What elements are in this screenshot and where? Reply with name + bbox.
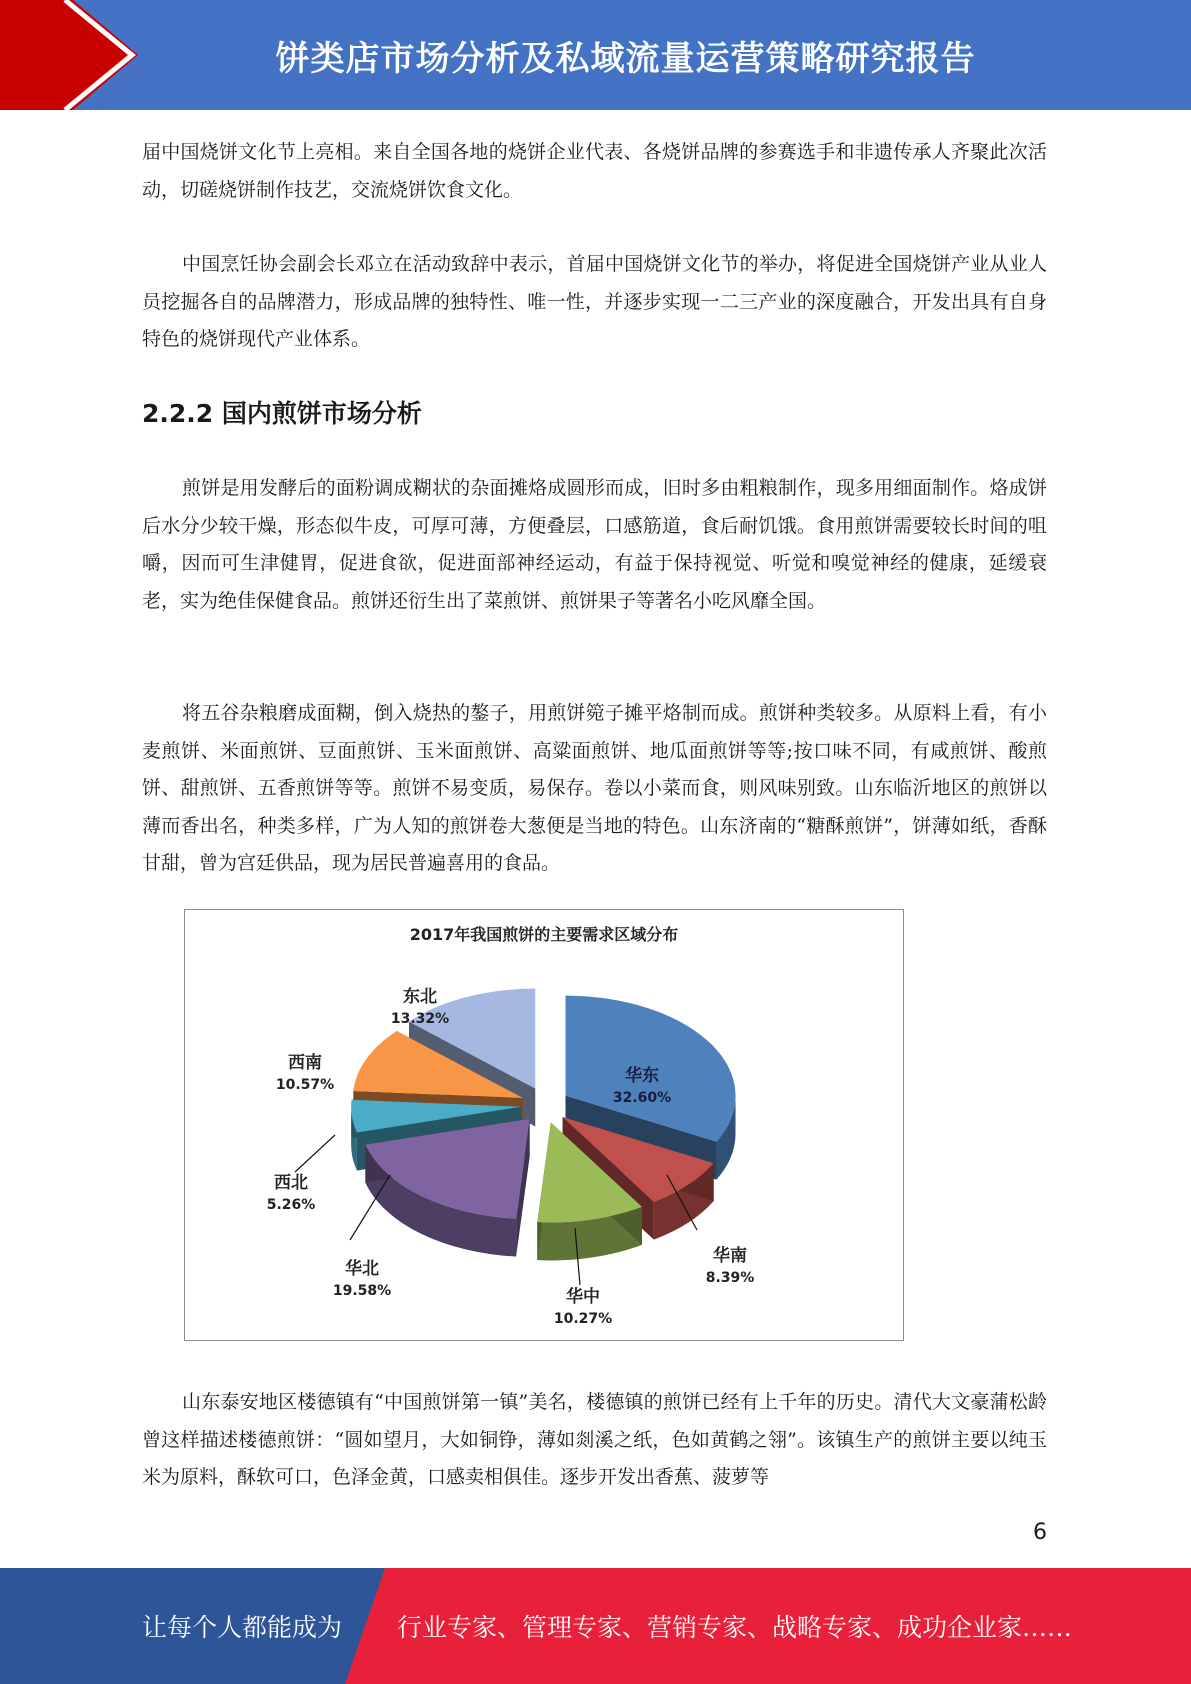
slice-label-huabei: 华北 19.58% — [332, 1259, 392, 1299]
slice-label-huazhong: 华中 10.27% — [553, 1287, 613, 1327]
pie-chart-figure — [184, 909, 904, 1341]
footer-slogan-right: 行业专家、管理专家、营销专家、战略专家、成功企业家…… — [397, 1613, 1073, 1642]
chart-title: 2017年我国煎饼的主要需求区域分布 — [409, 925, 679, 944]
paragraph-1: 届中国烧饼文化节上亮相。来自全国各地的烧饼企业代表、各烧饼品牌的参赛选手和非遗传承人齐聚此次活动，切磋烧饼制作技艺，交流烧饼饮食文化。 — [142, 141, 1047, 201]
leader-line-3 — [295, 1135, 335, 1172]
slice-label-huanan: 华南 8.39% — [705, 1246, 755, 1286]
paragraph-4: 将五谷杂粮磨成面糊，倒入烧热的鏊子，用煎饼箢子摊平烙制而成。煎饼种类较多。从原料上看，有小麦煎饼、米面煎饼、豆面煎饼、玉米面煎饼、高粱面煎饼、地瓜面煎饼等等;按口味不同，有咸煎饼、酸煎饼、甜煎饼、五香煎饼等等。煎饼不易变质，易保存。卷以小菜而食，则风味别致。山东临沂地区的煎饼以薄而香出名，种类多样，广为人知的煎饼卷大葱便是当地的特色。山东济南的“糖酥煎饼”，饼薄如纸，香酥甘甜，曾为宫廷供品，现为居民普遍喜用的食品。 — [142, 702, 1047, 874]
paragraph-5: 山东泰安地区楼德镇有“中国煎饼第一镇”美名，楼德镇的煎饼已经有上千年的历史。清代大文豪蒲松龄曾这样描述楼德煎饼：“圆如望月，大如铜铮，薄如剡溪之纸，色如黄鹤之翎”。该镇生产的煎饼主要以纯玉米为原料，酥软可口，色泽金黄，口感卖相俱佳。逐步开发出香蕉、菠萝等 — [142, 1391, 1047, 1488]
header-arrow-decoration — [0, 0, 150, 110]
slice-label-dongbei: 东北 13.32% — [390, 987, 450, 1027]
slice-label-huadong: 华东 32.60% — [612, 1066, 672, 1106]
page-header — [0, 0, 1191, 110]
report-title: 饼类店市场分析及私域流量运营策略研究报告 — [275, 38, 976, 79]
section-heading: 2.2.2 国内煎饼市场分析 — [142, 399, 422, 428]
paragraph-2: 中国烹饪协会副会长邓立在活动致辞中表示，首届中国烧饼文化节的举办，将促进全国烧饼产业从业人员挖掘各自的品牌潜力，形成品牌的独特性、唯一性，并逐步实现一二三产业的深度融合，开发出具有自身特色的烧饼现代产业体系。 — [142, 253, 1047, 350]
page-footer — [0, 1568, 1191, 1684]
page-number: 6 — [1033, 1520, 1047, 1545]
slice-label-xinan: 西南 10.57% — [275, 1053, 335, 1093]
slice-label-xibei: 西北 5.26% — [266, 1173, 316, 1213]
pie-chart — [185, 910, 905, 1342]
footer-slogan-left: 让每个人都能成为 — [142, 1613, 343, 1642]
paragraph-3: 煎饼是用发酵后的面粉调成糊状的杂面摊烙成圆形而成，旧时多由粗粮制作，现多用细面制作。烙成饼后水分少较干燥，形态似牛皮，可厚可薄，方便叠层，口感筋道，食后耐饥饿。食用煎饼需要较长时间的咀嚼，因而可生津健胃，促进食欲，促进面部神经运动，有益于保持视觉、听觉和嗅觉神经的健康，延缓衰老，实为绝佳保健食品。煎饼还衍生出了菜煎饼、煎饼果子等著名小吃风靡全国。 — [142, 477, 1047, 612]
